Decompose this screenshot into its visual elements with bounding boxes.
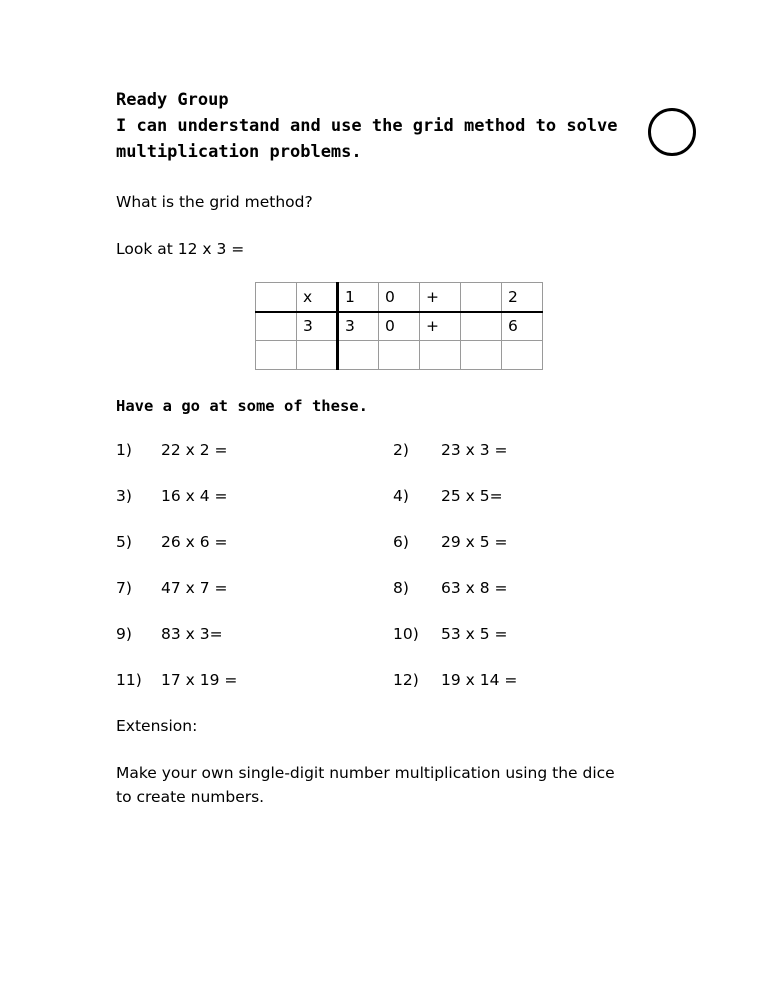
problem-label: 6) [393,533,409,551]
grid-method-table [255,282,543,370]
grid-row-empty [256,341,543,370]
problem-label: 7) [116,579,132,597]
extension-line-1: Make your own single-digit number multiplication using the dice [116,764,615,782]
practice-heading: Have a go at some of these. [116,397,368,415]
self-assessment-circle [648,108,696,156]
grid-cell [256,341,297,370]
problem-label: 9) [116,625,132,643]
grid-cell: + [420,283,461,312]
problem-label: 8) [393,579,409,597]
problem-label: 12) [393,671,419,689]
grid-cell: 0 [379,312,420,341]
grid-cell [420,341,461,370]
problem-expression: 22 x 2 = [161,441,228,459]
group-title: Ready Group [116,90,229,110]
problem-label: 1) [116,441,132,459]
grid-cell: 6 [502,312,543,341]
objective-line-2: multiplication problems. [116,142,362,162]
grid-cell [461,312,502,341]
grid-cell [379,341,420,370]
grid-cell: 1 [338,283,379,312]
problem-label: 2) [393,441,409,459]
problem-label: 11) [116,671,142,689]
grid-cell: + [420,312,461,341]
grid-cell [256,312,297,341]
extension-line-2: to create numbers. [116,788,265,806]
problem-label: 5) [116,533,132,551]
grid-method-question: What is the grid method? [116,193,313,211]
grid-cell: 3 [297,312,338,341]
grid-cell: 3 [338,312,379,341]
extension-heading: Extension: [116,717,198,735]
problem-expression: 25 x 5= [441,487,503,505]
problem-expression: 29 x 5 = [441,533,508,551]
look-at-example: Look at 12 x 3 = [116,240,245,258]
problem-expression: 23 x 3 = [441,441,508,459]
problem-expression: 17 x 19 = [161,671,238,689]
problem-expression: 26 x 6 = [161,533,228,551]
grid-cell [297,341,338,370]
grid-cell: x [297,283,338,312]
grid-row-result [256,312,543,341]
grid-cell [338,341,379,370]
grid-cell [461,283,502,312]
problem-expression: 47 x 7 = [161,579,228,597]
objective-line-1: I can understand and use the grid method to solve [116,116,618,136]
problem-expression: 53 x 5 = [441,625,508,643]
problem-label: 4) [393,487,409,505]
problem-expression: 19 x 14 = [441,671,518,689]
problem-expression: 83 x 3= [161,625,223,643]
grid-cell [502,341,543,370]
grid-cell [256,283,297,312]
grid-cell [461,341,502,370]
grid-row-header [256,283,543,312]
problem-label: 3) [116,487,132,505]
problem-expression: 63 x 8 = [441,579,508,597]
problem-label: 10) [393,625,419,643]
grid-cell: 0 [379,283,420,312]
problem-expression: 16 x 4 = [161,487,228,505]
grid-cell: 2 [502,283,543,312]
